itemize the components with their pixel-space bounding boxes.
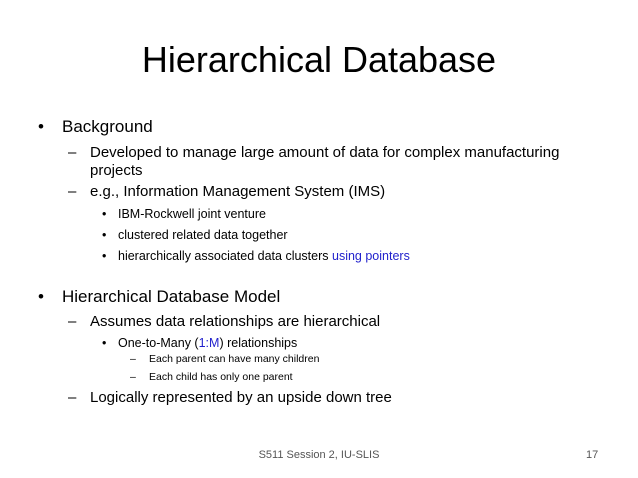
bullet-marker: • bbox=[102, 336, 107, 350]
ratio-1m: 1:M bbox=[198, 336, 220, 350]
model-heading: Hierarchical Database Model bbox=[62, 287, 281, 306]
bullet-marker: • bbox=[38, 287, 44, 306]
background-sub2: clustered related data together bbox=[118, 228, 288, 242]
dash-marker: – bbox=[68, 389, 77, 406]
bullet-marker: • bbox=[102, 249, 107, 263]
dash-marker: – bbox=[68, 313, 77, 330]
model-item1: Assumes data relationships are hierarchical bbox=[90, 313, 381, 330]
bullet-marker: • bbox=[38, 117, 44, 136]
footer-session: S511 Session 2, IU-SLIS bbox=[258, 449, 380, 461]
model-sub1a: Each parent can have many children bbox=[149, 353, 320, 365]
dash-marker: – bbox=[130, 353, 136, 365]
background-item1-line1: Developed to manage large amount of data for complex manufacturing bbox=[90, 144, 560, 161]
background-sub3-text: hierarchically associated data clusters bbox=[118, 249, 332, 263]
dash-marker: – bbox=[68, 144, 77, 161]
background-sub1: IBM-Rockwell joint venture bbox=[118, 207, 266, 221]
bullet-marker: • bbox=[102, 207, 107, 221]
model-item2: Logically represented by an upside down tree bbox=[90, 389, 392, 406]
background-item1-line2: projects bbox=[90, 162, 143, 179]
page-number: 17 bbox=[586, 449, 599, 461]
bullet-marker: • bbox=[102, 228, 107, 242]
model-sub1b: Each child has only one parent bbox=[149, 371, 293, 383]
model-sub1-prefix: One-to-Many ( bbox=[118, 336, 199, 350]
background-sub3 bbox=[118, 248, 410, 264]
bullet-background bbox=[38, 117, 44, 137]
background-heading: Background bbox=[62, 117, 153, 136]
using-pointers-link[interactable]: using pointers bbox=[332, 249, 410, 263]
model-sub1-suffix: ) relationships bbox=[219, 336, 298, 350]
dash-marker: – bbox=[68, 183, 77, 200]
background-item2: e.g., Information Management System (IMS) bbox=[90, 183, 386, 200]
slide-title: Hierarchical Database bbox=[141, 39, 497, 80]
model-sub1 bbox=[118, 335, 297, 351]
bullet-model bbox=[38, 287, 44, 307]
dash-marker: – bbox=[130, 371, 136, 383]
